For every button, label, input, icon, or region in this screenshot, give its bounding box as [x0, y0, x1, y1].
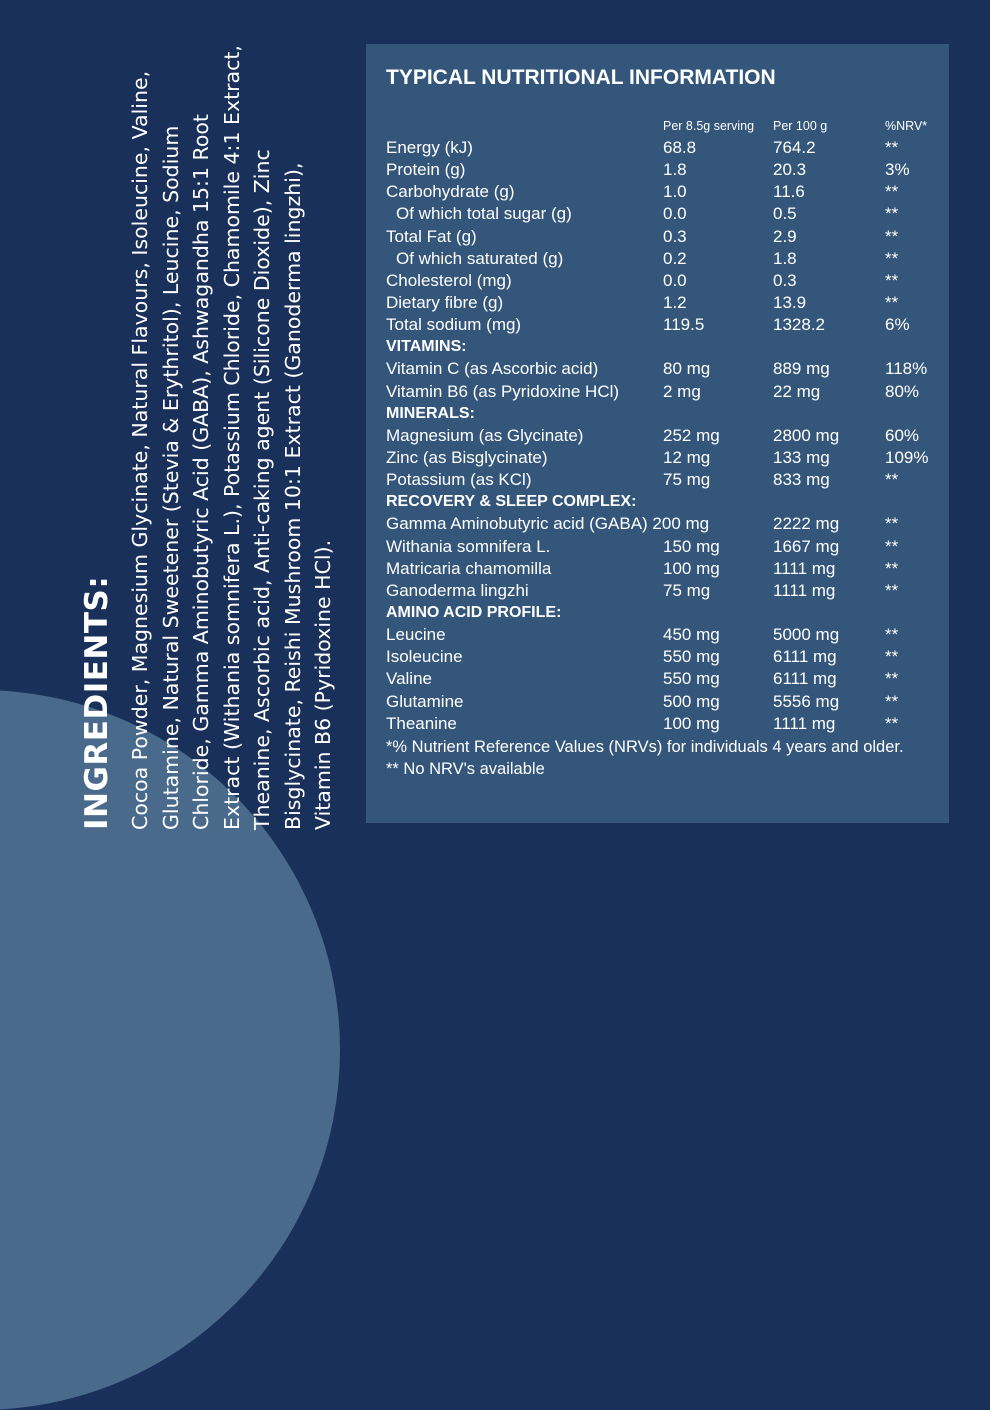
nutrient-nrv: ** — [885, 558, 899, 578]
header-per-100g: Per 100 g — [773, 119, 828, 133]
nutrient-serving: 150 mg — [663, 536, 720, 556]
nutrient-name: MINERALS: — [386, 404, 475, 422]
ingredients-line: Cocoa Powder, Magnesium Glycinate, Natural Flavours, Isoleucine, Valine, — [128, 70, 152, 830]
nutrient-nrv: ** — [885, 580, 899, 600]
ingredients-line: Extract (Withania somnifera L.), Potassium Chloride, Chamomile 4:1 Extract, — [219, 45, 244, 830]
nutrient-nrv: ** — [885, 470, 899, 490]
nutrient-per100: 5000 mg — [773, 625, 840, 645]
nutrient-row — [386, 469, 946, 491]
nutrient-nrv: 60% — [885, 425, 920, 445]
nutrient-serving: 0.0 — [663, 204, 687, 224]
nutrient-nrv: ** — [885, 691, 899, 711]
ingredients-text — [125, 30, 339, 830]
nutrient-row — [386, 646, 946, 668]
nutrient-nrv: ** — [885, 182, 899, 202]
ingredients-title: INGREDIENTS: — [79, 575, 115, 830]
nutrient-per100: 6111 mg — [773, 647, 837, 667]
nutrient-nrv: ** — [885, 713, 899, 733]
nutrient-row — [386, 580, 946, 602]
nutrient-per100: 1111 mg — [773, 558, 836, 578]
nutrient-name: Valine — [386, 669, 432, 689]
section-heading-row — [386, 336, 946, 358]
section-heading-row — [386, 491, 946, 513]
nutrient-serving: 1.8 — [663, 160, 687, 180]
nutrient-name: Of which saturated (g) — [396, 248, 564, 268]
nutrient-row — [386, 624, 946, 646]
nutrient-name: Matricaria chamomilla — [386, 558, 552, 578]
nutrient-serving: 1.2 — [663, 292, 687, 312]
nutrient-row — [386, 203, 946, 225]
header-nrv: %NRV* — [885, 119, 928, 133]
nutrient-name: Vitamin B6 (as Pyridoxine HCl) — [386, 381, 620, 401]
nutrient-nrv: 80% — [885, 381, 920, 401]
nutrient-row — [386, 248, 946, 270]
nutrient-per100: 11.6 — [773, 182, 805, 202]
nutrient-nrv: 109% — [885, 447, 929, 467]
nutrient-per100: 1328.2 — [773, 315, 825, 335]
nutrient-per100: 833 mg — [773, 470, 830, 490]
footnote-no-nrv: ** No NRV's available — [386, 760, 545, 778]
nutrient-nrv: ** — [885, 138, 899, 157]
nutrient-nrv: ** — [885, 248, 899, 268]
nutrient-name: Withania somnifera L. — [386, 536, 551, 556]
nutrient-name: Isoleucine — [386, 647, 463, 667]
nutrient-per100: 2.9 — [773, 226, 797, 246]
nutrient-row — [386, 691, 946, 713]
nutrient-per100: 1111 mg — [773, 580, 836, 600]
nutrient-name: Theanine — [386, 713, 457, 733]
nutrient-row — [386, 425, 946, 447]
section-heading-row — [386, 403, 946, 425]
ingredients-line: Vitamin B6 (Pyridoxine HCl). — [311, 539, 335, 830]
ingredients-line: Chloride, Gamma Aminobutyric Acid (GABA), Ashwagandha 15:1 Root — [189, 114, 213, 830]
nutrient-name: Zinc (as Bisglycinate) — [386, 447, 548, 467]
nutrient-serving: 252 mg — [663, 425, 720, 445]
nutrient-serving: 0.0 — [663, 270, 687, 290]
nutrient-row — [386, 181, 946, 203]
nutrient-row — [386, 292, 946, 314]
nutrient-row — [386, 381, 946, 403]
nutrient-row — [386, 513, 946, 535]
header-per-serving: Per 8.5g serving — [663, 119, 755, 133]
nutrient-per100: 764.2 — [773, 138, 816, 157]
nutrient-row — [386, 447, 946, 469]
ingredients-block — [70, 30, 370, 830]
nutrient-per100: 13.9 — [773, 292, 807, 312]
nutrient-name: Carbohydrate (g) — [386, 182, 515, 202]
nutrient-nrv: ** — [885, 514, 899, 534]
nutrient-row — [386, 270, 946, 292]
nutrient-row — [386, 314, 946, 336]
nutrient-nrv: 6% — [885, 315, 910, 335]
nutrient-serving: 450 mg — [663, 625, 720, 645]
nutrient-serving: 1.0 — [663, 182, 687, 202]
nutrient-row — [386, 358, 946, 380]
nutrition-title: TYPICAL NUTRITIONAL INFORMATION — [386, 66, 776, 89]
nutrition-panel — [366, 44, 949, 823]
nutrient-per100: 6111 mg — [773, 669, 837, 689]
nutrient-name: AMINO ACID PROFILE: — [386, 603, 562, 621]
nutrient-name: Magnesium (as Glycinate) — [386, 425, 584, 445]
nutrient-serving: 75 mg — [663, 470, 711, 490]
nutrient-per100: 1667 mg — [773, 536, 840, 556]
nutrient-row — [386, 668, 946, 690]
nutrient-serving: 500 mg — [663, 691, 720, 711]
nutrient-per100: 133 mg — [773, 447, 830, 467]
nutrient-name: Glutamine — [386, 691, 464, 711]
nutrient-name: Total sodium (mg) — [386, 315, 522, 335]
nutrient-serving: 550 mg — [663, 669, 720, 689]
nutrient-row — [386, 226, 946, 248]
nutrient-per100: 0.5 — [773, 204, 797, 224]
nutrient-per100: 5556 mg — [773, 691, 840, 711]
nutrient-nrv: 118% — [885, 359, 928, 379]
nutrient-name: Gamma Aminobutyric acid (GABA) 200 mg — [386, 514, 710, 534]
nutrient-serving: 68.8 — [663, 138, 697, 157]
nutrient-name: Total Fat (g) — [386, 226, 477, 246]
nutrient-name: Energy (kJ) — [386, 138, 473, 157]
nutrient-per100: 22 mg — [773, 381, 821, 401]
nutrient-per100: 0.3 — [773, 270, 797, 290]
nutrient-serving: 80 mg — [663, 359, 711, 379]
nutrient-per100: 2800 mg — [773, 425, 840, 445]
nutrient-name: Of which total sugar (g) — [396, 204, 572, 224]
nutrient-row — [386, 558, 946, 580]
nutrient-name: Ganoderma lingzhi — [386, 580, 529, 600]
nutrient-serving: 12 mg — [663, 447, 711, 467]
ingredients-line: Bisglycinate, Reishi Mushroom 10:1 Extract (Ganoderma lingzhi), — [280, 162, 305, 830]
nutrient-nrv: ** — [885, 647, 899, 667]
nutrient-name: Vitamin C (as Ascorbic acid) — [386, 359, 599, 379]
nutrient-name: Dietary fibre (g) — [386, 292, 504, 312]
nutrient-per100: 20.3 — [773, 160, 807, 180]
nutrient-name: Leucine — [386, 625, 446, 645]
nutrient-name: RECOVERY & SLEEP COMPLEX: — [386, 493, 637, 511]
nutrient-row — [386, 137, 946, 159]
nutrient-nrv: ** — [885, 625, 899, 645]
nutrient-name: Cholesterol (mg) — [386, 270, 512, 290]
nutrient-per100: 889 mg — [773, 359, 830, 379]
nutrition-footnotes — [386, 736, 936, 780]
nutrient-nrv: ** — [885, 204, 899, 224]
nutrient-nrv: ** — [885, 270, 899, 290]
nutrient-name: Protein (g) — [386, 160, 466, 180]
nutrient-row — [386, 159, 946, 181]
section-heading-row — [386, 602, 946, 624]
footnote-nrv: *% Nutrient Reference Values (NRVs) for individuals 4 years and older. — [386, 738, 904, 756]
nutrient-name: Potassium (as KCl) — [386, 470, 532, 490]
nutrient-nrv: ** — [885, 669, 899, 689]
nutrient-nrv: ** — [885, 536, 899, 556]
ingredients-line: Theanine, Ascorbic acid, Anti-caking agent (Silicone Dioxide), Zinc — [250, 149, 274, 830]
nutrient-serving: 100 mg — [663, 713, 720, 733]
nutrient-name: VITAMINS: — [386, 338, 467, 356]
nutrient-per100: 1.8 — [773, 248, 797, 268]
nutrition-table — [386, 137, 946, 735]
nutrient-serving: 75 mg — [663, 580, 711, 600]
nutrient-serving: 0.2 — [663, 248, 687, 268]
nutrient-nrv: ** — [885, 226, 899, 246]
nutrient-nrv: ** — [885, 292, 899, 312]
nutrient-serving: 550 mg — [663, 647, 720, 667]
ingredients-line: Glutamine, Natural Sweetener (Stevia & Erythritol), Leucine, Sodium — [158, 125, 183, 830]
nutrient-serving: 0.3 — [663, 226, 687, 246]
nutrient-serving: 2 mg — [663, 381, 701, 401]
nutrient-per100: 1111 mg — [773, 713, 836, 733]
nutrient-per100: 2222 mg — [773, 514, 840, 534]
nutrient-row — [386, 536, 946, 558]
nutrient-row — [386, 713, 946, 735]
nutrient-nrv: 3% — [885, 160, 910, 180]
nutrient-serving: 100 mg — [663, 558, 720, 578]
nutrient-serving: 119.5 — [663, 315, 705, 335]
